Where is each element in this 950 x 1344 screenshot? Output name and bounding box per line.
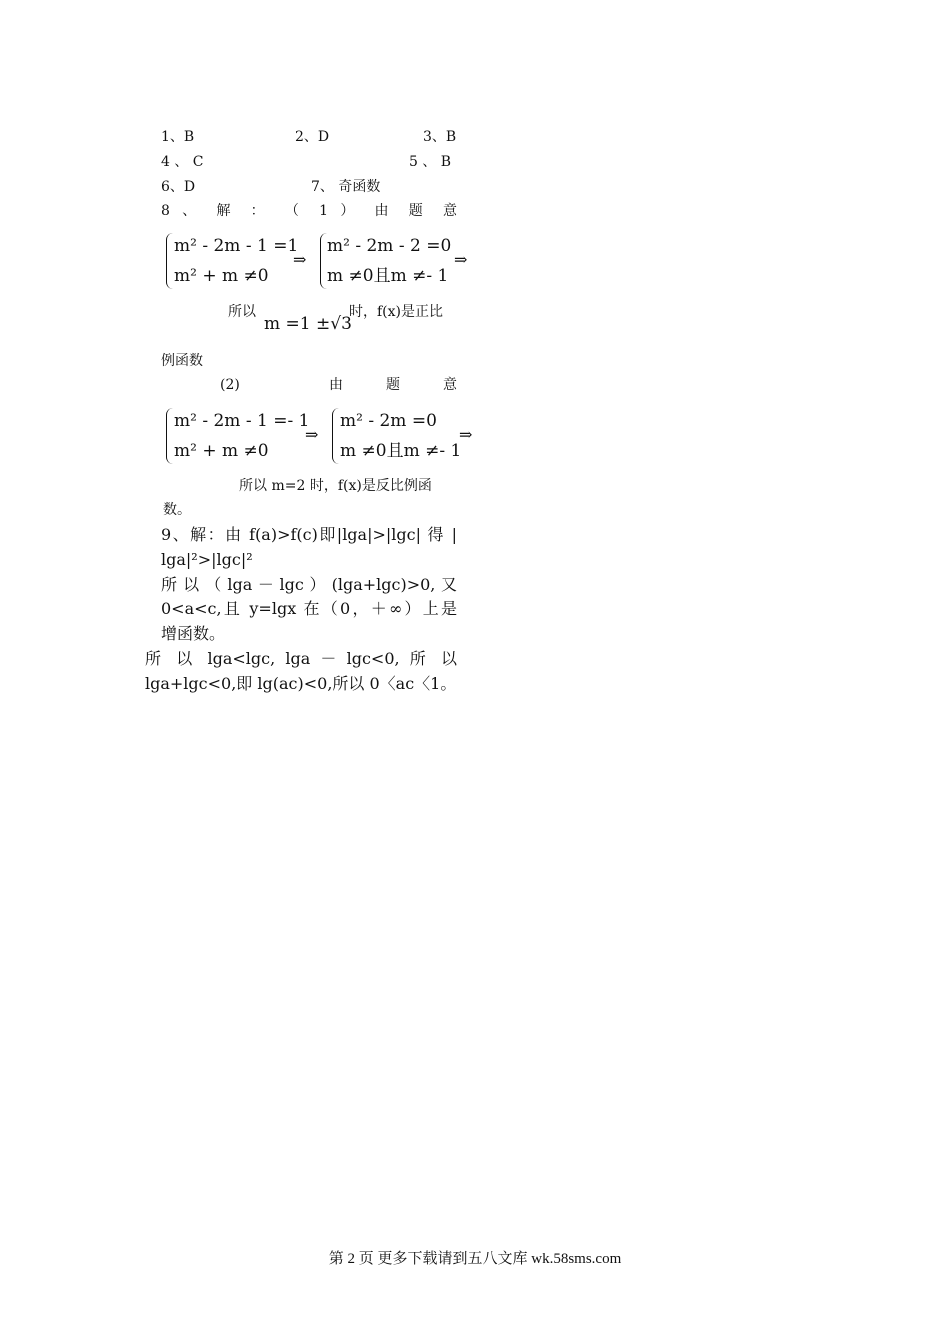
q9-line3: 所 以 （ lga － lgc ） (lga+lgc)>0, 又 xyxy=(161,575,457,594)
q8-p1-conclusion-prefix: 所以 xyxy=(228,304,256,320)
q8-p2-header: 由 题 意 xyxy=(329,377,457,393)
answer-4: 4 、 C xyxy=(161,154,204,170)
q8-p2-sys1-line2: m² + m ≠0 xyxy=(174,441,269,461)
implies-arrow: ⇒ xyxy=(459,425,473,444)
q9-line6: 所 以 lga<lgc, lga － lgc<0, 所 以 xyxy=(145,649,457,668)
q9-line5: 增函数。 xyxy=(161,624,226,643)
q8-header: 8 、 解 ： （ 1 ） 由 题 意 xyxy=(161,203,457,219)
q9-line7: lga+lgc<0,即 lg(ac)<0,所以 0〈ac〈1。 xyxy=(145,674,457,693)
implies-arrow: ⇒ xyxy=(305,425,319,444)
q8-p2-conclusion-cont: 数。 xyxy=(163,502,191,518)
q8-p2-conclusion: 所以 m=2 时，f(x)是反比例函 xyxy=(239,478,432,494)
q8-p1-sys2-line1: m² - 2m - 2 =0 xyxy=(327,236,452,256)
page-footer: 第 2 页 更多下载请到五八文库 wk.58sms.com xyxy=(328,1251,622,1267)
q8-p1-conclusion-math: m =1 ±√3 xyxy=(264,314,352,334)
q8-p1-sys1-line1: m² - 2m - 1 =1 xyxy=(174,236,299,256)
q8-p2-sys1-line1: m² - 2m - 1 =- 1 xyxy=(174,411,310,431)
q8-p1-conclusion-suffix: 时，f(x)是正比 xyxy=(349,304,444,320)
answer-3: 3、B xyxy=(423,129,457,145)
q8-p1-sys1-line2: m² + m ≠0 xyxy=(174,266,269,286)
implies-arrow: ⇒ xyxy=(293,250,307,269)
answer-1: 1、B xyxy=(161,129,195,145)
answer-5: 5 、 B xyxy=(409,154,452,170)
q9-line1: 9、解：由 f(a)>f(c)即|lga|>|lgc| 得 | xyxy=(161,525,457,544)
q9-line4: 0<a<c,且 y=lgx 在（0，＋∞）上是 xyxy=(161,599,457,618)
q8-p1-conclusion-cont: 例函数 xyxy=(161,353,203,369)
answer-6: 6、D xyxy=(161,179,196,195)
q8-p2-label: (2) xyxy=(220,377,240,393)
q8-p2-sys2-line1: m² - 2m =0 xyxy=(340,411,437,431)
q8-p2-sys2-line2: m ≠0且m ≠- 1 xyxy=(340,441,462,461)
q9-line2: lga|²>|lgc|² xyxy=(161,550,253,569)
answer-2: 2、D xyxy=(295,129,330,145)
implies-arrow: ⇒ xyxy=(454,250,468,269)
q8-p1-sys2-line2: m ≠0且m ≠- 1 xyxy=(327,266,449,286)
answer-7: 7、 奇函数 xyxy=(311,179,381,195)
